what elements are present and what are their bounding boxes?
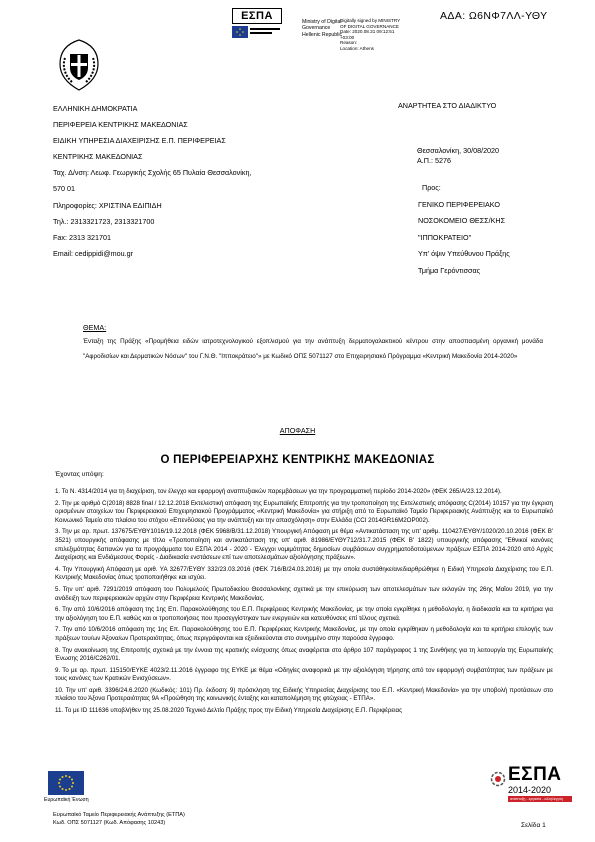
recipient-block bbox=[418, 197, 510, 279]
signature-detail: OF DIGITAL GOVERNANCE bbox=[340, 23, 399, 29]
list-item: 10. Την υπ' αριθ. 3396/24.6.2020 (Κωδικός: 101) Πρ. έκδοση: 9) πρόσκληση της Ειδικής Υπηρεσίας Διαχείρισης του Ε.Π. «Κεντρική Μακεδονία» για την υποβολή προτάσεων στο πλαίσιο του Άξονα Προτεραιότητας 9Α «Προώθηση της κοινωνικής ένταξης και καταπολέμηση της φτώχειας - ΕΤΠΑ». bbox=[55, 686, 553, 703]
recipient-label: Προς: bbox=[422, 183, 441, 192]
signature-detail: Digitally signed by MINISTRY bbox=[340, 18, 401, 23]
list-item: 4. Την Υπουργική Απόφαση με αριθ. ΥΑ 32677/ΕΥΘΥ 332/23.03.2016 (ΦΕΚ 716/Β/24.03.2016) με την οποία συστάθηκε/ανεδιαρθρώθηκε η Ειδική Υπηρεσία Διαχείρισης του Ε.Π. Κεντρικής Μακεδονίας όπως τροποποιήθηκε και ισχύει. bbox=[55, 565, 553, 582]
espa-footer-years: 2014-2020 bbox=[508, 785, 552, 795]
subject-label: ΘΕΜΑ: bbox=[83, 323, 107, 332]
sender-line: Fax: 2313 321701 bbox=[53, 232, 111, 242]
digital-signature-block bbox=[302, 19, 342, 38]
considerations-list bbox=[55, 488, 553, 719]
footer-fund-info bbox=[53, 811, 185, 827]
code-line: Κωδ. ΟΠΣ 5071127 (Κωδ. Απόφασης 10243) bbox=[53, 820, 166, 826]
list-item: 7. Την από 10/6/2016 απόφαση της 1ης Επ. Παρακολούθησης του Ε.Π. Περιφέρειας Κεντρικής Μακεδονίας, με την οποία εγκρίθηκαν η μεθοδολογία και τα κριτήρια επιλογής των πράξεων του/ων Άξονα/ων Προτεραιότητας, όπως περιγράφονται και εξειδικεύονται στο συνημμένο στην παρούσα έγγραφο. bbox=[55, 626, 553, 642]
sender-line: ΕΙΔΙΚΗ ΥΠΗΡΕΣΙΑ ΔΙΑΧΕΙΡΙΣΗΣ Ε.Π. ΠΕΡΙΦΕΡΕΙΑΣ bbox=[53, 136, 226, 146]
list-item: 11. Το με ID 111636 υποβλήθεν της 25.08.2020 Τεχνικό Δελτίο Πράξης προς την Ειδική Υπηρεσία Διαχείρισης Ε.Π. Περιφέρειας bbox=[55, 707, 403, 715]
sender-email: Email: cedippidi@mou.gr bbox=[53, 248, 134, 258]
protocol-number: Α.Π.: 5276 bbox=[417, 156, 451, 165]
signature-line-2: Governance bbox=[302, 25, 331, 32]
greek-emblem-icon bbox=[56, 38, 102, 92]
eu-label: Ευρωπαϊκή Ένωση bbox=[44, 797, 89, 803]
list-item: 9. Το με αρ. πρωτ. 115150/ΕΥΚΕ 4023/2.11.2016 έγγραφο της ΕΥΚΕ με θέμα «Οδηγίες αναφορικά με την αξιολόγηση τήρησης από τον εφαρμογή συμβατότητας των πράξεων με τους κανόνες των Κρατικών Ενισχύσεων». bbox=[55, 666, 553, 683]
ada-code: ΑΔΑ: Ω6ΝΦ7ΛΛ-ΥΘΥ bbox=[440, 10, 548, 22]
espa-top-logo: ΕΣΠΑ bbox=[232, 8, 282, 42]
signature-line-1: Ministry of Digital bbox=[302, 19, 342, 25]
list-item: 5. Την υπ' αριθ. 7291/2019 απόφαση του Πολυμελούς Πρωτοδικείου Θεσσαλονίκης σχετικά με την επικύρωση των αποτελεσμάτων των εκλογών της 26ης Μαΐου 2019, για την ανάδειξη των περιφερειακών αρχών στην Περιφέρεια Κεντρικής Μακεδονίας. bbox=[55, 585, 553, 602]
list-item: 1. Το Ν. 4314/2014 για τη διαχείριση, τον έλεγχο και εφαρμογή αναπτυξιακών παρεμβάσεων για την προγραμματική περίοδο 2014-2020» (ΦΕΚ 265/Α/23.12.2014). bbox=[55, 488, 502, 495]
recipient-line: "ΙΠΠΟΚΡΑΤΕΙΟ" bbox=[418, 232, 472, 242]
espa-footer-logo bbox=[508, 765, 572, 807]
list-item: 3. Την με αρ. πρωτ. 137675/ΕΥΘΥ1016/19.12.2018 (ΦΕΚ 5968/Β/31.12.2018) Υπουργική Απόφαση με θέμα «Αντικατάσταση της υπ' αριθμ. 110427/ΕΥΘΥ/1020/20.10.2016 (ΦΕΚ Β' 3521) υπουργικής απόφασης με τίτλο «Τροποποίηση και αντικατάσταση της υπ' αριθ. 81986/ΕΥΘΥ712/31.7.2015 (ΦΕΚ Β' 1822) υπουργικής απόφασης "Εθνικοί κανόνες επιλεξιμότητας δαπανών για τα προγράμματα του ΕΣΠΑ 2014 - 2020 - Έλεγχοι νομιμότητας δημοσίων συμβάσεων συγχρηματοδοτούμενων πράξεων ΕΣΠΑ 2014-2020 από Αρχές Διαχείρισης και Ενδιάμεσους Φορείς - Διαδικασία ενστάσεων επί των αποτελεσμάτων αξιολόγησης πράξεων». bbox=[55, 528, 553, 562]
sender-line: Ταχ. Δ/νση: Λεωφ. Γεωργικής Σχολής 65 Πυλαία Θεσσαλονίκη, bbox=[53, 168, 252, 178]
sender-line: Τηλ.: 2313321723, 2313321700 bbox=[53, 216, 155, 226]
espa-top-stars-icon bbox=[232, 24, 282, 42]
recipient-line: ΝΟΣΟΚΟΜΕΙΟ ΘΕΣΣ/ΚΗΣ bbox=[418, 216, 506, 226]
document-date: Θεσσαλονίκη, 30/08/2020 bbox=[417, 146, 500, 155]
signature-details bbox=[340, 18, 410, 52]
signature-detail: Location: Athens bbox=[340, 45, 374, 51]
signature-detail: Reason: bbox=[340, 40, 358, 46]
recipient-line: Υπ' όψιν Υπεύθυνου Πράξης bbox=[418, 249, 510, 259]
recipient-line: Τμήμα Γερόντισσας bbox=[418, 265, 481, 275]
signature-detail: Date: 2020.08.31 09:12:51 bbox=[340, 29, 395, 35]
subject-text: Ένταξη της Πράξης «Προμήθεια ειδών ιατροτεχνολογικού εξοπλισμού για την ανάπτυξη δερματογαλακτικού κέντρου στην αποσπασμένη οργανική μονάδα "Αφροδισίων και Δερματικών Νόσων" του Γ.Ν.Θ. "Ιπποκράτειο"» με Κωδικό ΟΠΣ 5071127 στο Επιχειρησιακό Πρόγραμμα «Κεντρική Μακεδονία 2014-2020» bbox=[83, 338, 543, 360]
list-item: 8. Την ανακοίνωση της Επιτροπής σχετικά με την έννοια της κρατικής ενίσχυσης όπως αναφέρεται στο άρθρο 107 παράγραφος 1 της Συνθήκης για τη λειτουργία της Ευρωπαϊκής Ένωσης 2016/C262/01. bbox=[55, 646, 553, 663]
espa-swirl-icon bbox=[490, 771, 506, 787]
having-regard-label: Έχοντας υπόψη: bbox=[55, 471, 104, 478]
sender-line: ΚΕΝΤΡΙΚΗΣ ΜΑΚΕΔΟΝΙΑΣ bbox=[53, 152, 143, 162]
decision-label: ΑΠΟΦΑΣΗ bbox=[279, 426, 316, 435]
espa-footer-tagline: ανάπτυξη - εργασία - αλληλεγγύη bbox=[508, 796, 572, 802]
post-online-note: ΑΝΑΡΤΗΤΕΑ ΣΤΟ ΔΙΑΔΙΚΤΥΟ bbox=[398, 101, 497, 110]
fund-line: Ευρωπαϊκό Ταμείο Περιφερειακής Ανάπτυξης (ΕΤΠΑ) bbox=[53, 812, 185, 818]
eu-flag-icon bbox=[48, 771, 84, 795]
signature-line-3: Hellenic Republic bbox=[302, 31, 343, 38]
list-item: 2. Την με αριθμό C(2018) 8828 final / 12.12.2018 Εκτελεστική απόφαση της Ευρωπαϊκής Επιτροπής για την τροποποίηση της Εκτελεστικής απόφασης C(2014) 10157 για την έγκριση ορισμένων στοιχείων του Περιφερειακού Επιχειρησιακού Προγράμματος «Κεντρική Μακεδονία» για στήριξη από το Ευρωπαϊκό Ταμείο Περιφερειακής Ανάπτυξης και το Ευρωπαϊκό Κοινωνικό Ταμείο στο πλαίσιο του στόχου «Επενδύσεις για την ανάπτυξη και την απασχόληση» στην Ελλάδα (CCI 2014GR16M2OP002). bbox=[55, 499, 553, 524]
sender-line: 570 01 bbox=[53, 184, 75, 194]
recipient-line: ΓΕΝΙΚΟ ΠΕΡΙΦΕΡΕΙΑΚΟ bbox=[418, 200, 500, 209]
sender-line: ΠΕΡΙΦΕΡΕΙΑ ΚΕΝΤΡΙΚΗΣ ΜΑΚΕΔΟΝΙΑΣ bbox=[53, 120, 188, 130]
signature-detail: +03:00 bbox=[340, 34, 355, 40]
list-item: 6. Την από 10/6/2016 απόφαση της 1ης Επ. Παρακολούθησης του Ε.Π. Περιφέρειας Κεντρικής Μακεδονίας, με την οποία εγκρίθηκε η μεθοδολογία, η διαδικασία και τα κριτήρια για την αξιολόγηση του Ε.Π. καθώς και οι τροποποιήσεις που προσεγγίστηκαν των ενεργειών και κατευθύνσεις επί τέλους σχετικά. bbox=[55, 606, 553, 622]
decision-title: Ο ΠΕΡΙΦΕΡΕΙΑΡΧΗΣ ΚΕΝΤΡΙΚΗΣ ΜΑΚΕΔΟΝΙΑΣ bbox=[160, 454, 435, 466]
espa-footer-title: ΕΣΠΑ bbox=[508, 764, 562, 785]
sender-block bbox=[53, 101, 251, 262]
sender-line: Πληροφορίες: ΧΡΙΣΤΙΝΑ ΕΔΙΠΙΔΗ bbox=[53, 200, 162, 210]
sender-line: ΕΛΛΗΝΙΚΗ ΔΗΜΟΚΡΑΤΙΑ bbox=[53, 104, 138, 113]
page-number: Σελίδα 1 bbox=[521, 822, 546, 829]
